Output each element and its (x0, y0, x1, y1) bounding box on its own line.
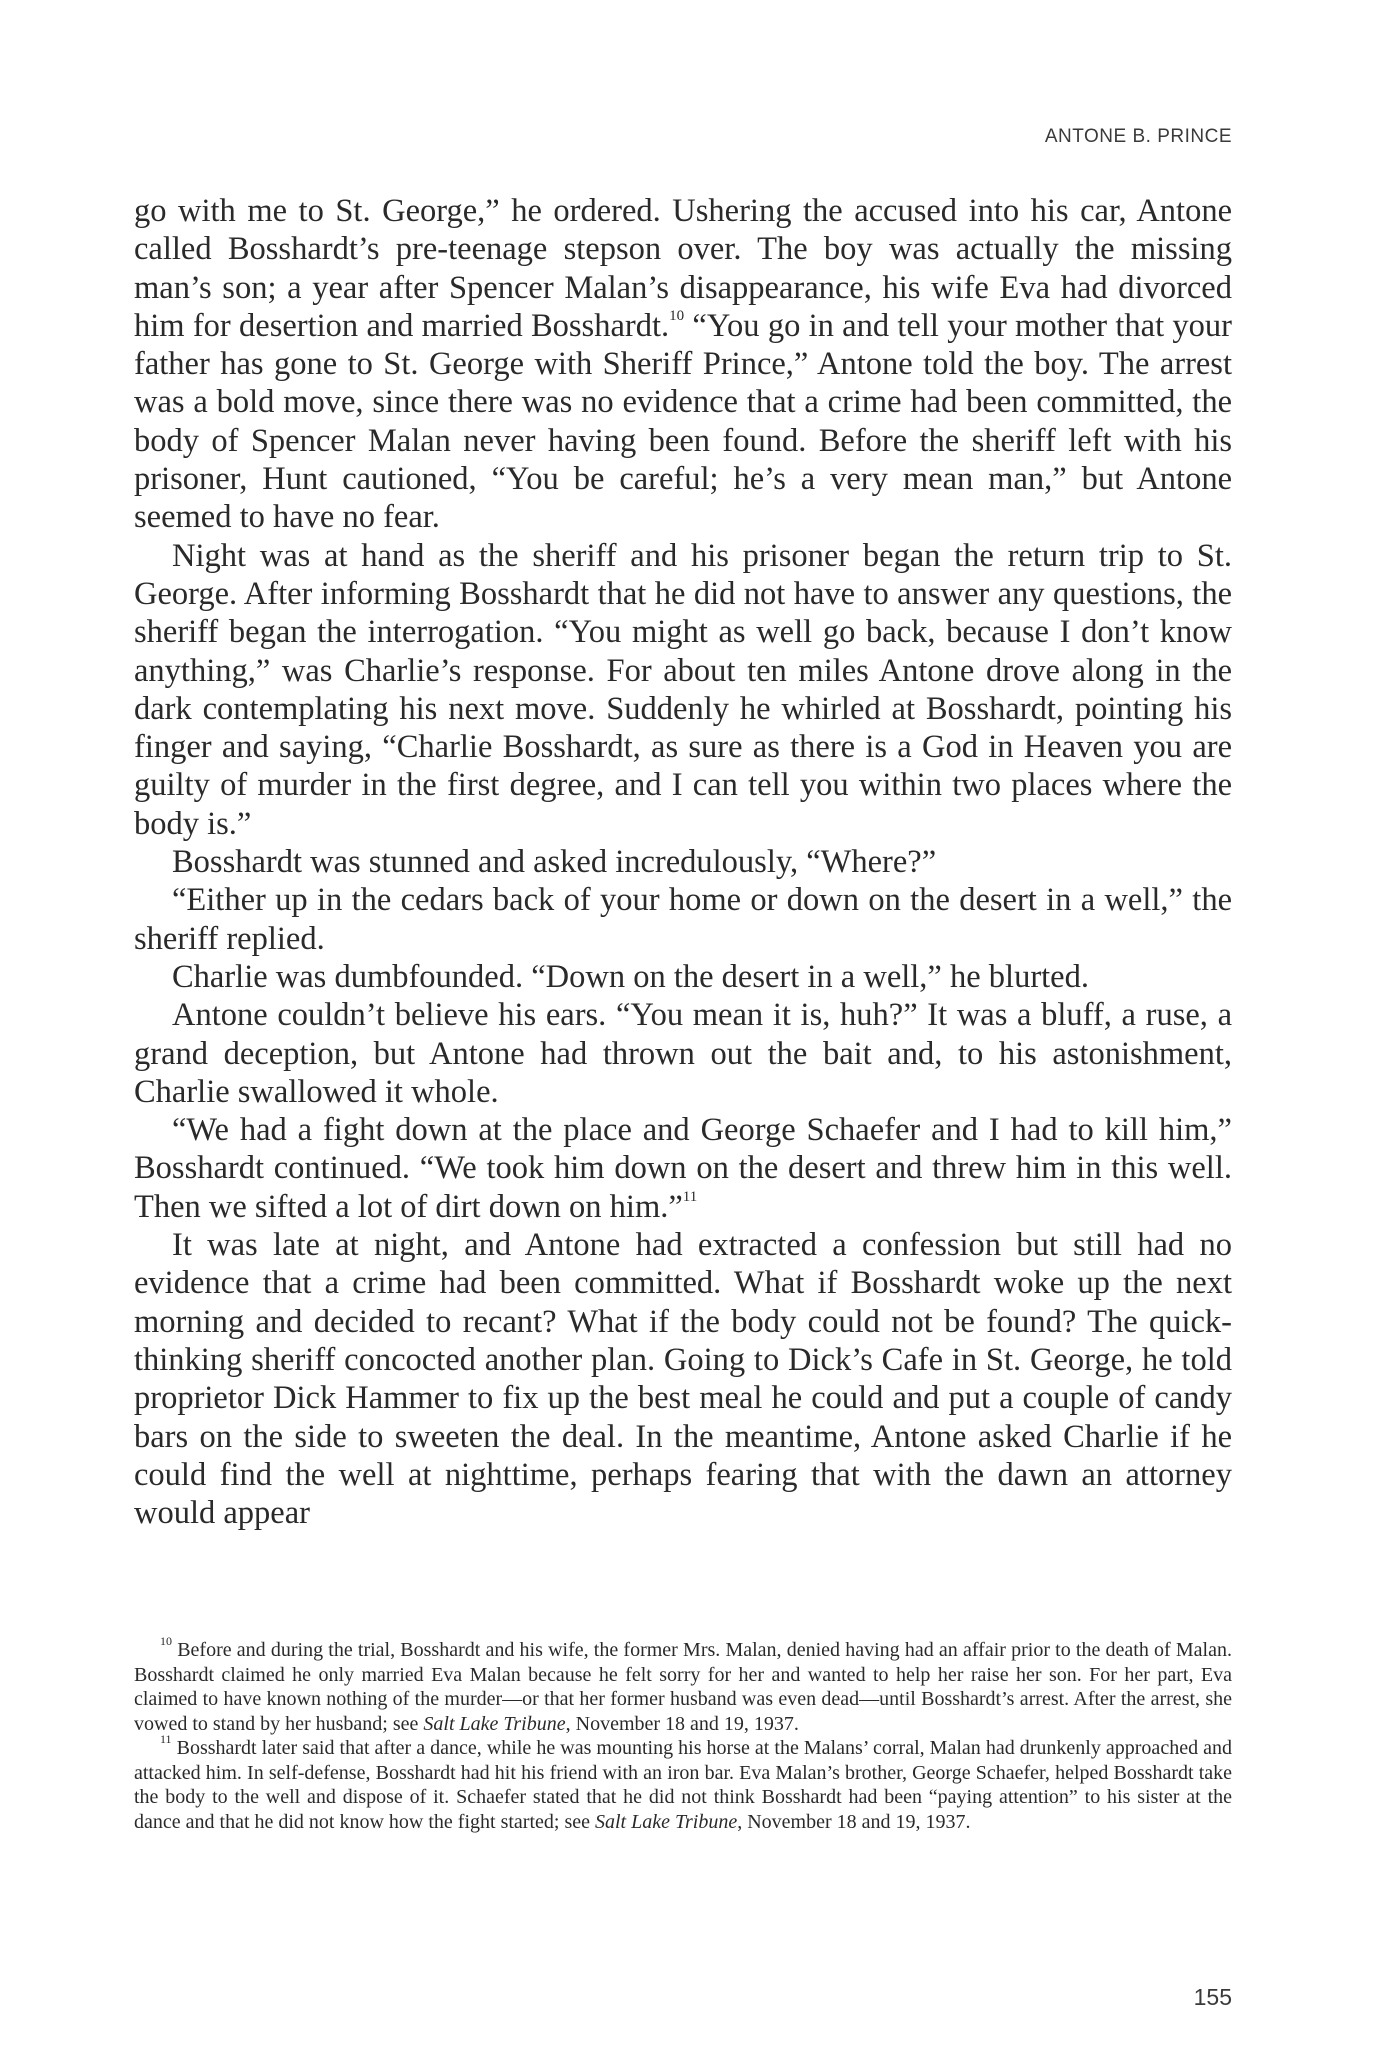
paragraph (134, 537, 1232, 843)
text-run: Antone couldn’t believe his ears. “You mean it is, huh?” It was a bluff, a ruse, a grand deception, but Antone had thrown out the bait and, to his astonishment, Charlie swallowed it whole. (134, 997, 1232, 1110)
text-run: Bosshardt later said that after a dance, while he was mounting his horse at the Malans’ corral, Malan had drunkenly approached and attacked him. In self-defense, Bosshardt had hit his friend with an iron bar. Eva Malan’s brother, George Schaefer, helped Bosshardt take the body to the well and dispose of it. Schaefer stated that he did not think Bosshardt had been “paying attention” to his sister at the dance and that he did not know how the fight started; see (134, 1737, 1232, 1833)
text-run: go with me to St. George,” he ordered. Ushering the accused into his car, Antone called Bosshardt’s pre-teenage stepson over. The boy was actually the missing man’s son; a year after Spencer Malan’s disappearance, his wife Eva had divorced him for desertion and married Bosshardt. (134, 193, 1232, 344)
text-run: “Either up in the cedars back of your home or down on the desert in a well,” the sheriff replied. (134, 882, 1232, 957)
text-run: , November 18 and 19, 1937. (737, 1810, 971, 1833)
body-text (134, 192, 1232, 1532)
text-run: Bosshardt was stunned and asked incredulously, “Where?” (172, 844, 937, 881)
text-run: , November 18 and 19, 1937. (565, 1712, 799, 1735)
text-run: It was late at night, and Antone had extracted a confession but still had no evidence that a crime had been committed. What if Bosshardt woke up the next morning and decided to recant? What if the body could not be found? The quick-thinking sheriff concocted another plan. Going to Dick’s Cafe in St. George, he told proprietor Dick Hammer to fix up the best meal he could and put a couple of candy bars on the side to sweeten the deal. In the meantime, Antone asked Charlie if he could find the well at nighttime, perhaps fearing that with the dawn an attorney would appear (134, 1227, 1232, 1532)
citation-title: Salt Lake Tribune (595, 1810, 738, 1833)
paragraph (134, 996, 1232, 1111)
citation-title: Salt Lake Tribune (423, 1712, 566, 1735)
running-head: ANTONE B. PRINCE (1044, 126, 1232, 147)
footnote-ref: 11 (682, 1188, 698, 1205)
paragraph (134, 881, 1232, 958)
paragraph (134, 1226, 1232, 1532)
footnotes (134, 1634, 1232, 1834)
paragraph (134, 192, 1232, 537)
footnote-marker: 10 (160, 1634, 172, 1649)
text-run: Before and during the trial, Bosshardt and his wife, the former Mrs. Malan, denied having had an affair prior to the death of Malan. Bosshardt claimed he only married Eva Malan because he felt sorry for her and wanted to help her raise her son. For her part, Eva claimed to have known nothing of the murder—or that her former husband was even dead—until Bosshardt’s arrest. After the arrest, she vowed to stand by her husband; see (134, 1639, 1232, 1735)
text-run: “We had a fight down at the place and George Schaefer and I had to kill him,” Bosshardt continued. “We took him down on the desert and threw him in this well. Then we sifted a lot of dirt down on him.” (134, 1112, 1232, 1225)
footnote (134, 1732, 1232, 1834)
text-run: “You go in and tell your mother that your father has gone to St. George with Sheriff Prince,” Antone told the boy. The arrest was a bold move, since there was no evidence that a crime had been committed, the body of Spencer Malan never having been found. Before the sheriff left with his prisoner, Hunt cautioned, “You be careful; he’s a very mean man,” but Antone seemed to have no fear. (134, 307, 1232, 536)
paragraph (134, 1111, 1232, 1226)
footnote (134, 1634, 1232, 1736)
text-run: Night was at hand as the sheriff and his prisoner began the return trip to St. George. After informing Bosshardt that he did not have to answer any questions, the sheriff began the interrogation. “You might as well go back, because I don’t know anything,” was Charlie’s response. For about ten miles Antone drove along in the dark contemplating his next move. Suddenly he whirled at Bosshardt, pointing his finger and saying, “Charlie Bosshardt, as sure as there is a God in Heaven you are guilty of murder in the first degree, and I can tell you within two places where the body is.” (134, 537, 1232, 842)
footnote-ref: 10 (669, 308, 685, 325)
footnote-marker: 11 (160, 1732, 172, 1747)
text-run: Charlie was dumbfounded. “Down on the desert in a well,” he blurted. (172, 958, 1089, 995)
paragraph (134, 843, 1232, 881)
page-number: 155 (1193, 1984, 1232, 2010)
paragraph (134, 958, 1232, 996)
